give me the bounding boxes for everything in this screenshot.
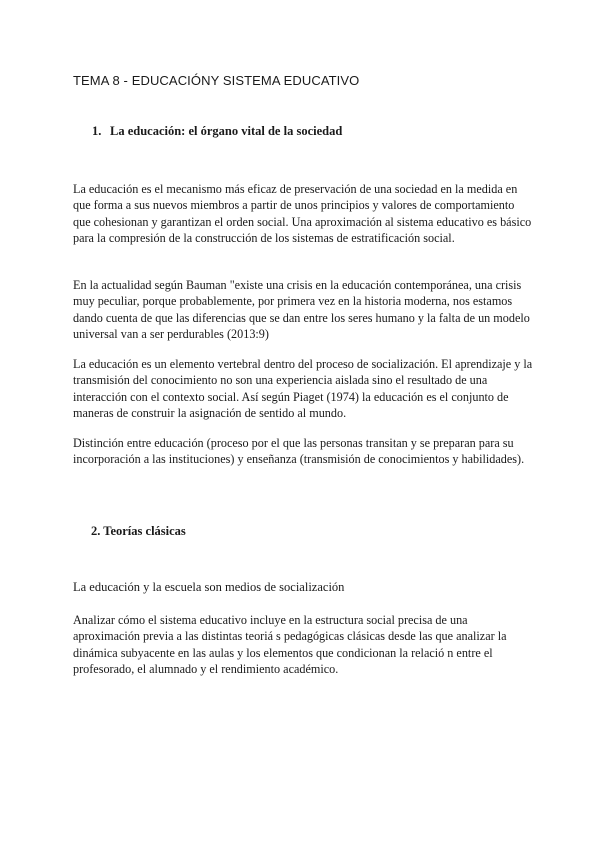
section-2-subheading: La educación y la escuela son medios de socialización	[73, 580, 345, 594]
section-1-heading	[92, 124, 342, 139]
paragraph-1: La educación es el mecanismo más eficaz de preservación de una sociedad en la medida en que forma a sus nuevos miembros a partir de unos principios y valores de comportamiento que cohesionan y garantizan el orden social. Una aproximación al sistema educativo es básico para la compresión de la construcción de los sistemas de estratificación social.	[73, 182, 532, 245]
section-1-number: 1.	[92, 124, 102, 138]
section-2-heading: 2. Teorías clásicas	[91, 524, 186, 538]
document-title: TEMA 8 - EDUCACIÓNY SISTEMA EDUCATIVO	[73, 73, 360, 88]
paragraph-5: Analizar cómo el sistema educativo incluye en la estructura social precisa de una aproximación previa a las distintas teoriá s pedagógicas clásicas desde las que analizar la dinámica subyacente en las aulas y los elementos que condicionan la relació n entre el profesorado, el alumnado y el rendimiento académico.	[73, 613, 507, 676]
paragraph-2: En la actualidad según Bauman "existe una crisis en la educación contemporánea, una crisis muy peculiar, porque probablemente, por primera vez en la historia moderna, nos estamos dando cuenta de que las diferencias que se dan entre los seres humano y la falta de un modelo universal van a ser perdurables (2013:9)	[73, 278, 530, 341]
paragraph-4: Distinción entre educación (proceso por el que las personas transitan y se preparan para su incorporación a las instituciones) y enseñanza (transmisión de conocimientos y habilidades).	[73, 436, 525, 467]
section-1-heading-text: La educación: el órgano vital de la sociedad	[110, 124, 343, 138]
paragraph-3: La educación es un elemento vertebral dentro del proceso de socialización. El aprendizaje y la transmisión del conocimiento no son una experiencia aislada sino el resultado de una interacción con el contexto social. Así según Piaget (1974) la educación es el conjunto de maneras de construir la asignación de sentido al mundo.	[73, 357, 533, 420]
